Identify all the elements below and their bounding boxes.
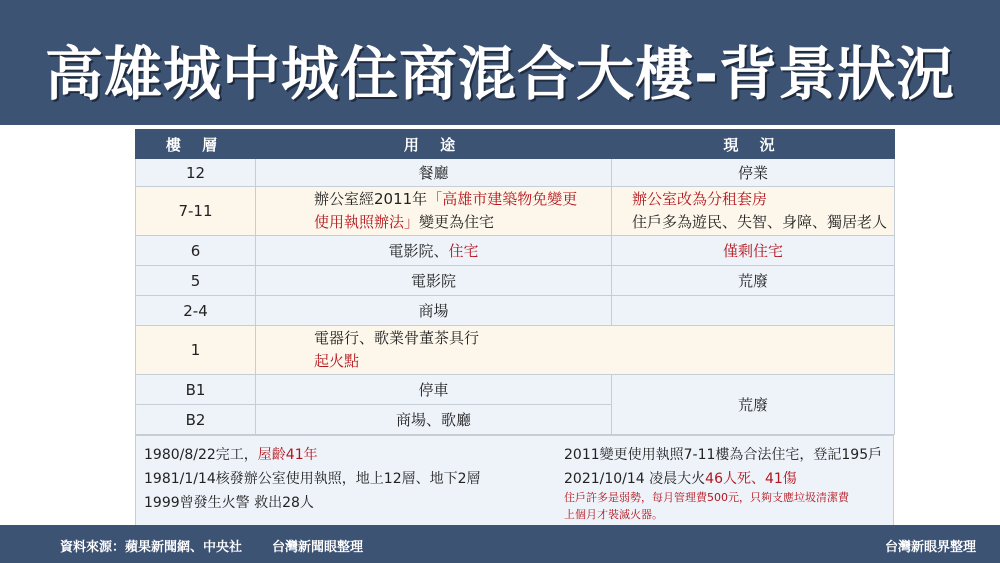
compiled-credit: 台灣新聞眼整理 [272, 540, 364, 555]
note-text: 1980/8/22完工， [144, 447, 258, 463]
building-table [135, 129, 895, 435]
fire-origin-label: 起火點 [314, 352, 360, 370]
use-text: 辦公室經2011年 [314, 190, 428, 208]
floor-cell: 5 [136, 266, 256, 296]
floor-cell: 6 [136, 236, 256, 266]
status-cell: 荒廢 [612, 375, 895, 435]
table-row [136, 187, 895, 236]
note-license-change: 2011變更使用執照7-11樓為合法住宅，登記195戶 [564, 447, 883, 463]
floor-cell: 12 [136, 159, 256, 187]
use-text: 電影院、 [388, 242, 449, 260]
regulation-name: 「高雄市建築物免變更 [427, 190, 578, 208]
use-cell: 停車 [256, 375, 612, 405]
table-row [136, 266, 895, 296]
table-header-row [136, 130, 895, 159]
note-extinguisher: 上個月才裝滅火器。 [564, 508, 663, 521]
use-cell: 商場、歌廳 [256, 405, 612, 435]
table-row [136, 159, 895, 187]
use-cell [256, 326, 895, 375]
note-license: 1981/1/14核發辦公室使用執照，地上12層、地下2層 [144, 471, 481, 487]
source-credit: 資料來源：蘋果新聞網、中央社 [60, 540, 243, 555]
note-fire-date [564, 468, 797, 488]
status-cell: 荒廢 [612, 266, 895, 296]
use-highlight: 住宅 [448, 242, 479, 260]
regulation-name-cont: 使用執照辦法」 [314, 213, 420, 231]
header-status: 現 況 [612, 130, 895, 159]
floor-cell: B2 [136, 405, 256, 435]
use-cell [256, 187, 612, 236]
note-previous-fire: 1999曾發生火警 救出28人 [144, 495, 314, 511]
use-cell: 電影院 [256, 266, 612, 296]
use-cell: 餐廳 [256, 159, 612, 187]
note-text: 2021/10/14 凌晨大火 [564, 471, 706, 487]
floor-cell: 2-4 [136, 296, 256, 326]
page-title: 高雄城中城住商混合大樓-背景狀況 [44, 40, 956, 108]
note-completion [144, 444, 318, 464]
floor-cell: 7-11 [136, 187, 256, 236]
status-cell [612, 187, 895, 236]
use-text: 電器行、歌業骨董茶具行 [314, 329, 480, 347]
header-floor: 樓 層 [136, 130, 256, 159]
table-row [136, 296, 895, 326]
status-line-2: 住戶多為遊民、失智、身障、獨居老人 [632, 213, 888, 231]
floor-cell: 1 [136, 326, 256, 375]
status-cell: 僅剩住宅 [612, 236, 895, 266]
casualties: 46人死、41傷 [705, 471, 797, 487]
note-residents: 住戶許多是弱勢，每月管理費500元，只夠支應垃圾清潔費 [564, 491, 849, 504]
footer-bar [0, 525, 1000, 563]
use-cell: 商場 [256, 296, 612, 326]
use-text-cont: 變更為住宅 [419, 213, 495, 231]
table-row [136, 236, 895, 266]
header-use: 用 途 [256, 130, 612, 159]
status-cell: 停業 [612, 159, 895, 187]
status-cell [612, 296, 895, 326]
brand-credit: 台灣新眼界整理 [884, 540, 976, 555]
building-age: 屋齡41年 [257, 447, 318, 463]
status-line-1: 辦公室改為分租套房 [632, 190, 768, 208]
notes-box [135, 435, 894, 526]
floor-cell: B1 [136, 375, 256, 405]
table-row [136, 326, 895, 375]
header-bar [0, 0, 1000, 125]
content-area [0, 125, 1000, 525]
table-row [136, 375, 895, 405]
use-cell [256, 236, 612, 266]
